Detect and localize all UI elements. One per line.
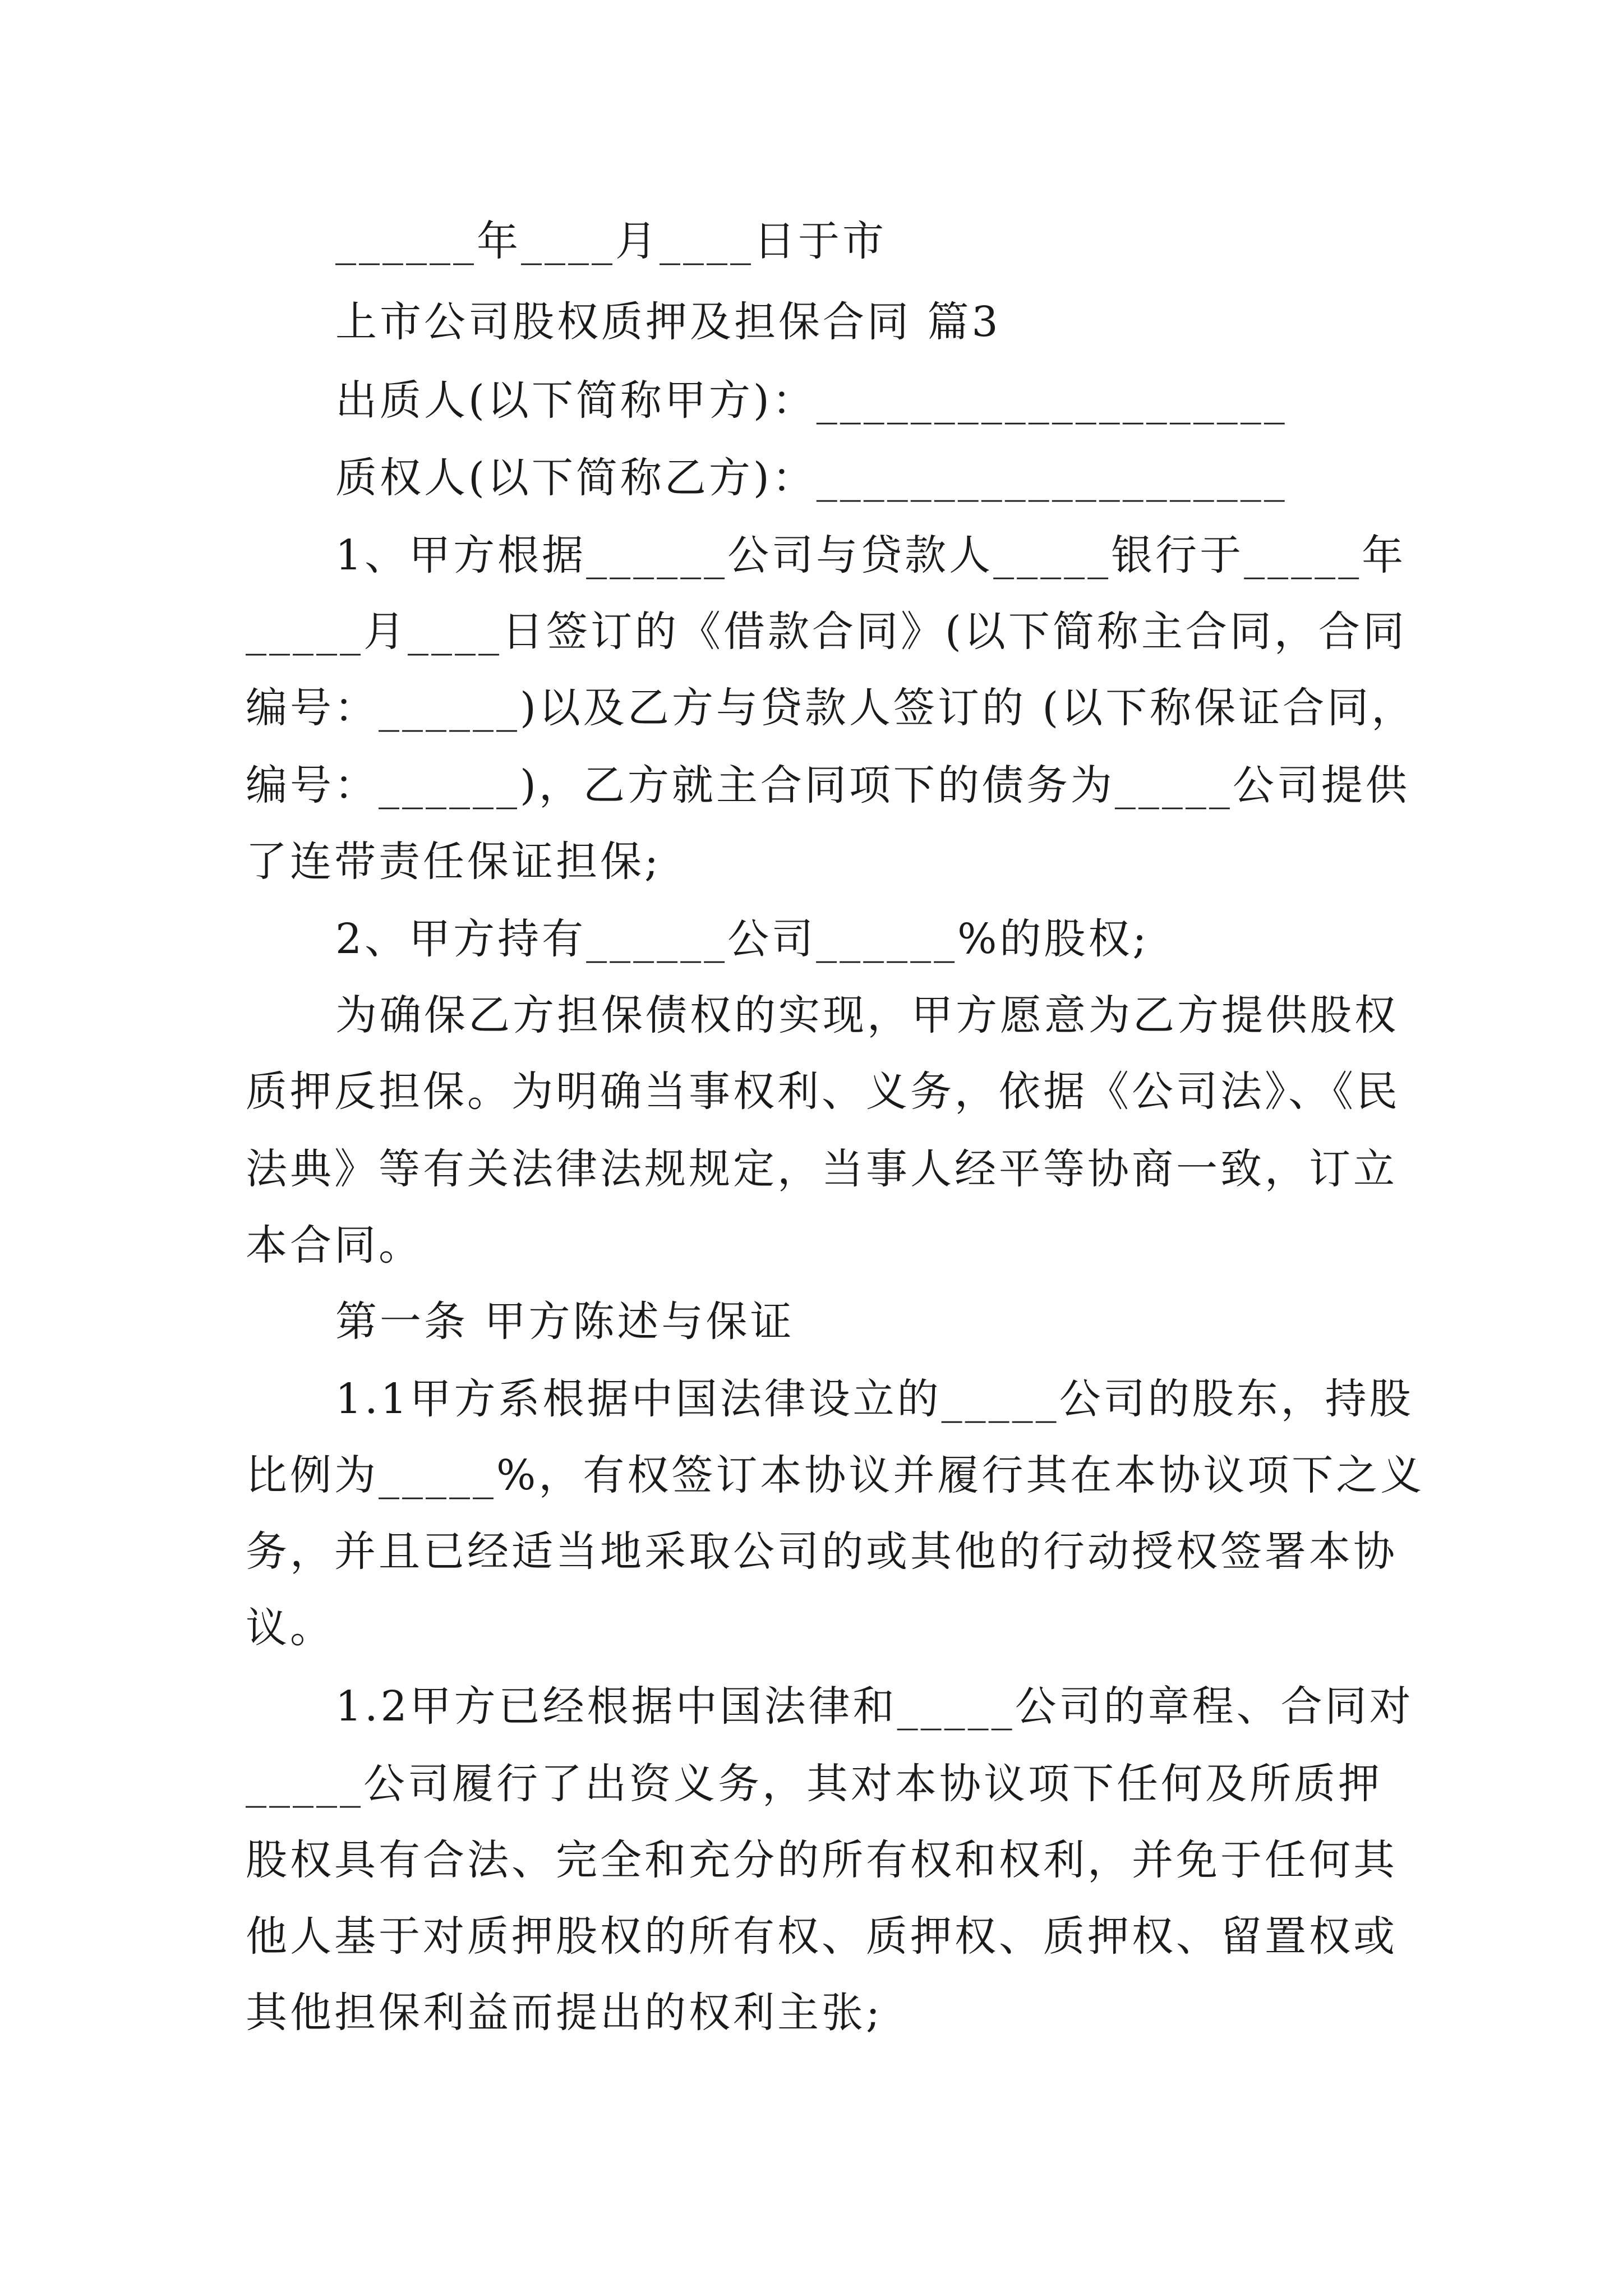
paragraph-2: 2、甲方持有______公司______%的股权; (335, 915, 1150, 963)
clause-1-2-line-3: 股权具有合法、完全和充分的所有权和权利，并免于任何其 (246, 1836, 1398, 1884)
document-title: 上市公司股权质押及担保合同 篇3 (335, 298, 1001, 346)
paragraph-1-line-5: 了连带责任保证担保; (246, 838, 661, 886)
paragraph-3-line-3: 法典》等有关法律法规规定，当事人经平等协商一致，订立 (246, 1145, 1398, 1193)
pledgor-line: 出质人(以下简称甲方)：____________________ (335, 376, 1288, 425)
clause-1-2-line-4: 他人基于对质押股权的所有权、质押权、质押权、留置权或 (246, 1912, 1398, 1961)
clause-1-1-line-4: 议。 (246, 1604, 334, 1652)
paragraph-3-line-1: 为确保乙方担保债权的实现，甲方愿意为乙方提供股权 (335, 991, 1399, 1039)
paragraph-1-line-3: 编号：______)以及乙方与贷款人签订的 (以下称保证合同， (246, 684, 1416, 732)
date-place-line: ______年____月____日于市 (335, 217, 887, 265)
paragraph-3-line-2: 质押反担保。为明确当事权利、义务，依据《公司法》、《民 (246, 1068, 1400, 1116)
clause-1-1-line-3: 务，并且已经适当地采取公司的或其他的行动授权签署本协 (246, 1527, 1398, 1576)
clause-1-1-line-1: 1.1甲方系根据中国法律设立的_____公司的股东，持股 (335, 1375, 1414, 1423)
paragraph-3-line-4: 本合同。 (246, 1221, 423, 1269)
paragraph-1-line-2: _____月____日签订的《借款合同》(以下简称主合同，合同 (246, 608, 1407, 656)
paragraph-1-line-1: 1、甲方根据______公司与贷款人_____银行于_____年 (335, 531, 1407, 579)
clause-1-2-line-2: _____公司履行了出资义务，其对本协议项下任何及所质押 (246, 1760, 1382, 1808)
clause-1-1-line-2: 比例为_____%，有权签订本协议并履行其在本协议项下之义 (246, 1451, 1425, 1499)
clause-1-2-line-1: 1.2甲方已经根据中国法律和_____公司的章程、合同对 (335, 1682, 1414, 1731)
clause-1-2-line-5: 其他担保利益而提出的权利主张; (246, 1989, 883, 2037)
paragraph-1-line-4: 编号：______)，乙方就主合同项下的债务为_____公司提供 (246, 761, 1410, 809)
article-1-heading: 第一条 甲方陈述与保证 (335, 1297, 795, 1346)
pledgee-line: 质权人(以下简称乙方)：____________________ (335, 454, 1288, 502)
